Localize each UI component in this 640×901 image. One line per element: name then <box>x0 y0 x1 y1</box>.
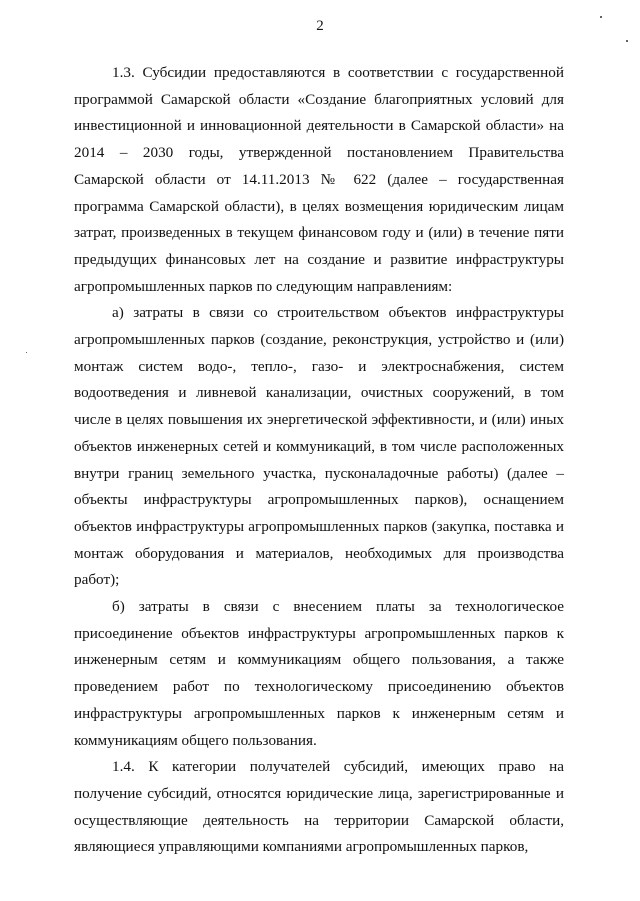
paragraph-item-a: а) затраты в связи со строительством объектов инфраструктуры агропромышленных парков (создание, реконструкция, устройство и (или) монтаж систем водо-, тепло-, газо- и электроснабжения, систем водоотведения и ливневой канализации, очистных сооружений, в том числе в целях повышения их энергетической эффективности, и (или) иных объектов инженерных сетей и коммуникаций, в том числе расположенных внутри границ земельного участка, пусконаладочные работы) (далее – объекты инфраструктуры агропромышленных парков), оснащением объектов инфраструктуры агропромышленных парков (закупка, поставка и монтаж оборудования и материалов, необходимых для производства работ); <box>74 304 564 589</box>
paragraph-1-3: 1.3. Субсидии предоставляются в соответствии с государственной программой Самарской области «Создание благоприятных условий для инвестиционной и инновационной деятельности в Самарской области» на 2014 – 2030 годы, утвержденной постановлением Правительства Самарской области от 14.11.2013 № 622 (далее – государственная программа Самарской области), в целях возмещения юридическим лицам затрат, произведенных в текущем финансовом году и (или) в течение пяти предыдущих финансовых лет на создание и развитие инфраструктуры агропромышленных парков по следующим направлениям: <box>74 64 564 295</box>
scan-speck <box>26 352 27 353</box>
paragraph-1-4: 1.4. К категории получателей субсидий, имеющих право на получение субсидий, относятся юридические лица, зарегистрированные и осуществляющие деятельность на территории Самарской области, являющиеся управляющими компаниями агропромышленных парков, <box>74 758 564 856</box>
paragraph-item-b: б) затраты в связи с внесением платы за технологическое присоединение объектов инфраструктуры агропромышленных парков к инженерным сетям и коммуникациям общего пользования, а также проведением работ по технологическому присоединению объектов инфраструктуры агропромышленных парков к инженерным сетям и коммуникациям общего пользования. <box>74 598 564 749</box>
page-number: 2 <box>316 18 324 34</box>
scan-speck <box>626 40 628 42</box>
document-body <box>74 60 564 861</box>
scan-speck <box>600 16 602 18</box>
